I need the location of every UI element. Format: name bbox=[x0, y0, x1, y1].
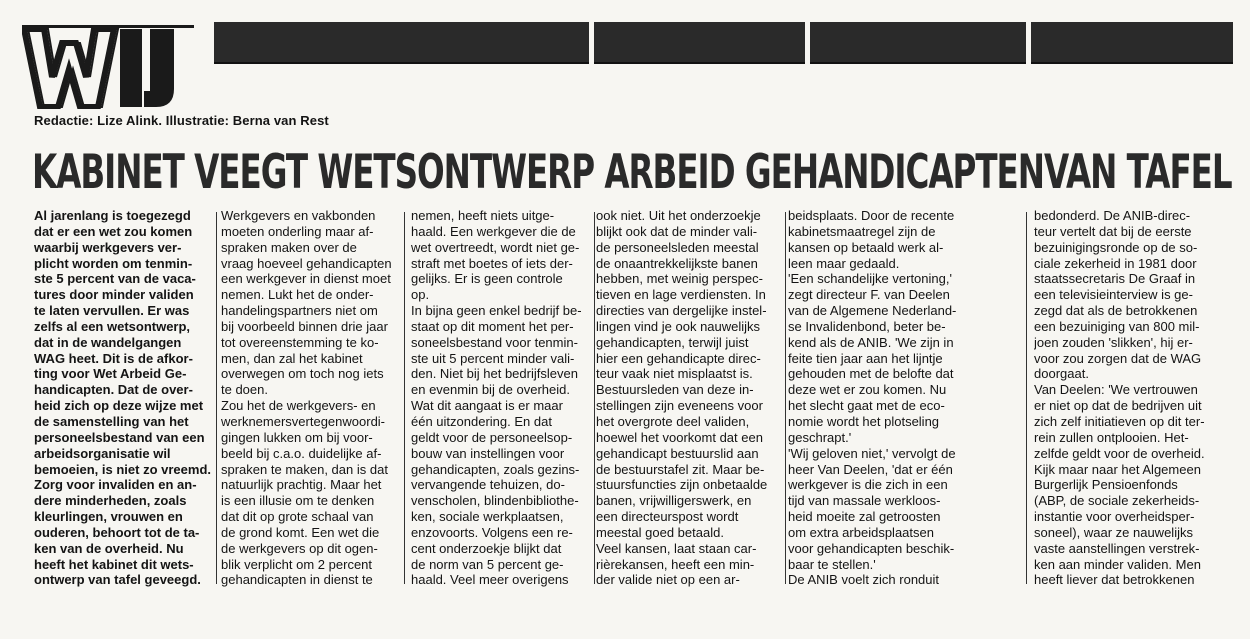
text-line: hoewel het voorkomt dat een bbox=[596, 429, 763, 445]
text-line: te doen. bbox=[221, 382, 268, 398]
text-line: is een illusie om te denken bbox=[221, 493, 375, 509]
column-divider bbox=[216, 212, 217, 584]
text-line: voor zou zorgen dat de WAG bbox=[1034, 350, 1202, 366]
text-line: blik verplicht om 2 percent bbox=[221, 556, 373, 572]
text-line: ken aan minder validen. Men bbox=[1034, 556, 1201, 572]
column-divider bbox=[785, 212, 786, 584]
text-line: teur vertelt dat bij de eerste bbox=[1034, 223, 1192, 239]
text-line: wet overtreedt, wordt niet ge- bbox=[411, 239, 580, 255]
text-line: ook niet. Uit het onderzoekje bbox=[596, 208, 761, 223]
text-line: hebben, met weinig perspec- bbox=[596, 271, 763, 287]
text-line: voor gehandicapten beschik- bbox=[788, 540, 955, 556]
article-column-3 bbox=[411, 208, 589, 588]
text-line: dere minderheden, zoals bbox=[34, 493, 187, 509]
text-line: baar te stellen.' bbox=[788, 556, 876, 572]
text-line: cent onderzoekje blijkt dat bbox=[411, 540, 562, 556]
text-line: heer Van Deelen, 'dat er één bbox=[788, 461, 953, 477]
text-line: nemen, heeft niets uitge- bbox=[411, 208, 555, 223]
text-line: gelijks. Er is geen controle bbox=[411, 271, 563, 287]
masthead-bar bbox=[1031, 22, 1233, 64]
text-line: leen maar gedaald. bbox=[788, 255, 900, 271]
article-column-2 bbox=[221, 208, 399, 588]
text-line: zegt directeur F. van Deelen bbox=[788, 287, 950, 303]
text-line: 'Wij geloven niet,' vervolgt de bbox=[788, 445, 956, 461]
text-line: feite tien jaar aan het lijntje bbox=[788, 350, 943, 366]
text-line: bedonderd. De ANIB-direc- bbox=[1034, 208, 1191, 223]
text-line: het overgrote deel validen, bbox=[596, 413, 750, 429]
wij-logo-graphic bbox=[22, 25, 194, 109]
text-line: handicapten. Dat de over- bbox=[34, 382, 193, 398]
text-line: ting voor Wet Arbeid Ge- bbox=[34, 366, 187, 382]
text-line: vaste aanstellingen verstrek- bbox=[1034, 540, 1200, 556]
text-line: staatssecretaris De Graaf in bbox=[1034, 271, 1196, 287]
text-line: een werkgever in dienst moet bbox=[221, 271, 391, 287]
text-line: personeelsbestand van een bbox=[34, 429, 205, 445]
text-line: ste uit 5 percent minder vali- bbox=[411, 350, 575, 366]
masthead-bar bbox=[810, 22, 1026, 64]
text-line: ken van de overheid. Nu bbox=[34, 540, 184, 556]
text-line: haald. Een werkgever die de bbox=[411, 223, 576, 239]
text-line: straft met boetes of iets der- bbox=[411, 255, 573, 271]
text-line: directies van dergelijke instel- bbox=[596, 303, 767, 319]
text-line: het slecht gaat met de eco- bbox=[788, 398, 945, 414]
text-line: Al jarenlang is toegezegd bbox=[34, 208, 191, 223]
text-line: dat dit op grote schaal van bbox=[221, 509, 374, 525]
text-line: blijkt ook dat de minder vali- bbox=[596, 223, 758, 239]
text-line: kabinetsmaatregel zijn de bbox=[788, 223, 936, 239]
text-line: gingen lukken om bij voor- bbox=[221, 429, 373, 445]
text-line: vraag hoeveel gehandicapten bbox=[221, 255, 392, 271]
column-divider bbox=[404, 212, 405, 584]
text-line: heeft het kabinet dit wets- bbox=[34, 556, 194, 572]
text-line: heid zich op deze wijze met bbox=[34, 398, 204, 414]
text-line: plicht worden om tenmin- bbox=[34, 255, 193, 271]
column-divider bbox=[594, 212, 595, 584]
text-line: gehandicapten, terwijl juist bbox=[596, 334, 749, 350]
text-line: banen, vrijwilligerswerk, en bbox=[596, 493, 752, 509]
text-line: moeten onderling maar af- bbox=[221, 223, 374, 239]
text-line: heeft liever dat betrokkenen bbox=[1034, 572, 1195, 588]
text-line: zich zelf initiatieven op dit ter- bbox=[1034, 413, 1205, 429]
text-line: deze wet er zou komen. Nu bbox=[788, 382, 947, 398]
text-line: gehandicapt bestuurslid aan bbox=[596, 445, 759, 461]
text-line: waarbij werkgevers ver- bbox=[34, 239, 182, 255]
text-line: geschrapt.' bbox=[788, 429, 852, 445]
text-line: een televisieinterview is ge- bbox=[1034, 287, 1193, 303]
text-line: In bijna geen enkel bedrijf be- bbox=[411, 303, 582, 319]
text-line: joen zouden 'slikken', hij er- bbox=[1034, 334, 1193, 350]
text-line: instantie voor overheidsper- bbox=[1034, 509, 1195, 525]
masthead-bar bbox=[594, 22, 805, 64]
text-line: arbeidsorganisatie wil bbox=[34, 445, 171, 461]
text-line: zelfs al een wetsontwerp, bbox=[34, 318, 191, 334]
text-line: zelfde geldt voor de overheid. bbox=[1034, 445, 1205, 461]
credits-line: Redactie: Lize Alink. Illustratie: Berna van Rest bbox=[34, 113, 329, 128]
text-line: de norm van 5 percent ge- bbox=[411, 556, 564, 572]
text-line: stuursfuncties zijn onbetaalde bbox=[596, 477, 768, 493]
text-line: Zou het de werkgevers- en bbox=[221, 398, 376, 414]
text-line: vervangende tehuizen, do- bbox=[411, 477, 565, 493]
text-line: 'Een schandelijke vertoning,' bbox=[788, 271, 952, 287]
text-line: soneel), waar ze nauwelijks bbox=[1034, 524, 1193, 540]
text-line: WAG heet. Dit is de afkor- bbox=[34, 350, 193, 366]
text-line: handelingspartners niet om bbox=[221, 303, 378, 319]
text-line: Burgerlijk Pensioenfonds bbox=[1034, 477, 1178, 493]
text-line: de grond komt. Een wet die bbox=[221, 524, 380, 540]
text-line: kleurlingen, vrouwen en bbox=[34, 509, 183, 525]
text-line: hier een gehandicapte direc- bbox=[596, 350, 761, 366]
text-line: ciale zekerheid in 1981 door bbox=[1034, 255, 1197, 271]
text-line: doorgaat. bbox=[1034, 366, 1089, 382]
text-line: dat in de wandelgangen bbox=[34, 334, 182, 350]
text-line: tijd van massale werkloos- bbox=[788, 493, 941, 509]
text-line: zegd dat als de betrokkenen bbox=[1034, 303, 1198, 319]
text-line: (ABP, de sociale zekerheids- bbox=[1034, 493, 1200, 509]
text-line: tures door minder validen bbox=[34, 287, 194, 303]
text-line: en evenmin bij de overheid. bbox=[411, 382, 570, 398]
text-line: Veel kansen, laat staan car- bbox=[596, 540, 757, 556]
text-line: lingen vind je ook nauwelijks bbox=[596, 318, 761, 334]
text-line: stellingen zijn eveneens voor bbox=[596, 398, 763, 414]
text-line: nomie wordt het plotseling bbox=[788, 413, 940, 429]
text-line: bemoeien, is niet zo vreemd. bbox=[34, 461, 211, 477]
text-line: men, dan zal het kabinet bbox=[221, 350, 363, 366]
text-line: meestal goed betaald. bbox=[596, 524, 724, 540]
text-line: een bezuiniging van 800 mil- bbox=[1034, 318, 1200, 334]
article-column-6 bbox=[1034, 208, 1219, 588]
text-line: ste 5 percent van de vaca- bbox=[34, 271, 196, 287]
text-line: van de Algemene Nederland- bbox=[788, 303, 957, 319]
masthead-bar bbox=[214, 22, 589, 64]
text-line: Zorg voor invaliden en an- bbox=[34, 477, 197, 493]
text-line: op. bbox=[411, 287, 430, 303]
text-line: spraken maken over de bbox=[221, 239, 357, 255]
text-line: bij voorbeeld binnen drie jaar bbox=[221, 318, 388, 334]
text-line: der valide niet op een ar- bbox=[596, 572, 740, 588]
text-line: enzovoorts. Volgens een re- bbox=[411, 524, 573, 540]
text-line: haald. Veel meer overigens bbox=[411, 572, 569, 588]
text-line: om extra arbeidsplaatsen bbox=[788, 524, 934, 540]
text-line: gehouden met de belofte dat bbox=[788, 366, 954, 382]
text-line: de bestuurstafel zit. Maar be- bbox=[596, 461, 765, 477]
text-line: se Invalidenbond, beter be- bbox=[788, 318, 946, 334]
text-line: venscholen, blindenbibliothe- bbox=[411, 493, 579, 509]
text-line: beeld bij c.a.o. duidelijke af- bbox=[221, 445, 382, 461]
text-line: bezuinigingsronde op de so- bbox=[1034, 239, 1198, 255]
text-line: werknemersvertegenwoordi- bbox=[221, 413, 386, 429]
text-line: soneelsbestand voor tenmin- bbox=[411, 334, 578, 350]
text-line: gehandicapten in dienst te bbox=[221, 572, 373, 588]
text-line: den. Niet bij het bedrijfsleven bbox=[411, 366, 578, 382]
text-line: kend als de ANIB. 'We zijn in bbox=[788, 334, 954, 350]
text-line: een directeurspost wordt bbox=[596, 509, 739, 525]
text-line: De ANIB voelt zich ronduit bbox=[788, 572, 940, 588]
text-line: teur vaak niet misplaatst is. bbox=[596, 366, 753, 382]
text-line: overwegen om toch nog iets bbox=[221, 366, 384, 382]
article-column-4 bbox=[596, 208, 780, 588]
text-line: beidsplaats. Door de recente bbox=[788, 208, 955, 223]
text-line: staat op dit moment het per- bbox=[411, 318, 574, 334]
text-line: dat er een wet zou komen bbox=[34, 223, 193, 239]
wij-logo bbox=[22, 25, 194, 109]
article-column-5 bbox=[788, 208, 970, 588]
text-line: nemen. Lukt het de onder- bbox=[221, 287, 374, 303]
text-line: bouw van instellingen voor bbox=[411, 445, 565, 461]
text-line: de onaantrekkelijkste banen bbox=[596, 255, 758, 271]
text-line: er niet op dat de bedrijven uit bbox=[1034, 398, 1202, 414]
text-line: de werkgevers op dit ogen- bbox=[221, 540, 378, 556]
text-line: tieven en lage verdiensten. In bbox=[596, 287, 766, 303]
text-line: tot overeenstemming te ko- bbox=[221, 334, 379, 350]
text-line: heid moeite zal getroosten bbox=[788, 509, 941, 525]
text-line: kansen op betaald werk al- bbox=[788, 239, 944, 255]
article-headline: KABINET VEEGT WETSONTWERP ARBEID GEHANDICAPTENVAN TAFEL bbox=[32, 145, 1232, 200]
text-line: spraken te maken, dan is dat bbox=[221, 461, 388, 477]
text-line: de samenstelling van het bbox=[34, 413, 189, 429]
text-line: de personeelsleden meestal bbox=[596, 239, 759, 255]
text-line: werkgever is die zich in een bbox=[788, 477, 948, 493]
text-line: natuurlijk prachtig. Maar het bbox=[221, 477, 382, 493]
article-column-1 bbox=[34, 208, 212, 588]
text-line: geldt voor de personeelsop- bbox=[411, 429, 573, 445]
text-line: rièrekansen, heeft een min- bbox=[596, 556, 755, 572]
text-line: Kijk maar naar het Algemeen bbox=[1034, 461, 1201, 477]
text-line: rein zullen ontplooien. Het- bbox=[1034, 429, 1189, 445]
text-line: Van Deelen: 'We vertrouwen bbox=[1034, 382, 1198, 398]
text-line: één uitzondering. En dat bbox=[411, 413, 552, 429]
text-line: Werkgevers en vakbonden bbox=[221, 208, 376, 223]
text-line: Wat dit aangaat is er maar bbox=[411, 398, 563, 414]
text-line: te laten vervullen. Er was bbox=[34, 303, 190, 319]
text-line: Bestuursleden van deze in- bbox=[596, 382, 754, 398]
text-line: ken, sociale werkplaatsen, bbox=[411, 509, 564, 525]
text-line: ontwerp van tafel geveegd. bbox=[34, 572, 201, 588]
text-line: gehandicapten, zoals gezins- bbox=[411, 461, 580, 477]
column-divider bbox=[1026, 212, 1027, 584]
text-line: ouderen, behoort tot de ta- bbox=[34, 524, 200, 540]
